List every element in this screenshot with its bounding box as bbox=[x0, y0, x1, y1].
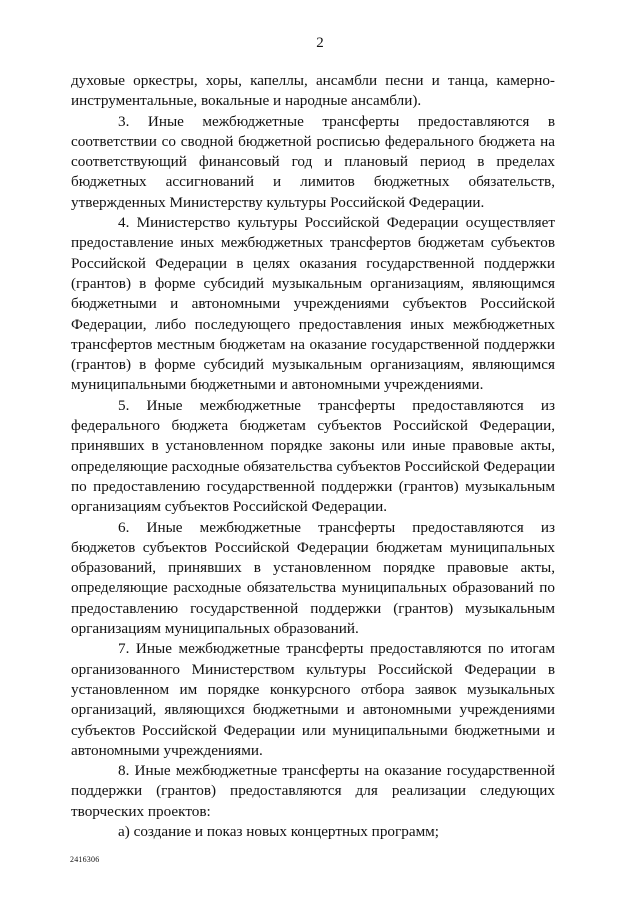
page-number: 2 bbox=[316, 35, 324, 51]
paragraph-3: 3. Иные межбюджетные трансферты предоставляются в соответствии со сводной бюджетной росписью федерального бюджета на соответствующий финансовый год и плановый период в пределах бюджетных ассигнований и лимитов бюджетных обязательств, утвержденных Министерству культуры Российской Федерации. bbox=[71, 112, 555, 211]
paragraph-4: 4. Министерство культуры Российской Федерации осуществляет предоставление иных межбюджетных трансфертов бюджетам субъектов Российской Федерации в целях оказания государственной поддержки (грантов) в форме субсидий музыкальным организациям, являющимся бюджетными и автономными учреждениями субъектов Российской Федерации, либо последующего предоставления иных межбюджетных трансфертов местным бюджетам на оказание государственной поддержки (грантов) в форме субсидий музыкальным организациям, являющимся муниципальными бюджетными и автономными учреждениями. bbox=[71, 214, 555, 394]
paragraph-7: 7. Иные межбюджетные трансферты предоставляются по итогам организованного Министерством культуры Российской Федерации в установленном им порядке конкурсного отбора заявок музыкальных организаций, являющихся бюджетными и автономными учреждениями субъектов Российской Федерации или муниципальными бюджетными и автономными учреждениями. bbox=[71, 640, 555, 759]
document-body bbox=[71, 71, 555, 842]
paragraph-6: 6. Иные межбюджетные трансферты предоставляются из бюджетов субъектов Российской Федерации бюджетам муниципальных образований, принявших в установленном порядке правовые акты, определяющие расходные обязательства муниципальных образований по предоставлению государственной поддержки (грантов) музыкальным организациям муниципальных образований. bbox=[71, 518, 555, 638]
document-code: 2416306 bbox=[70, 855, 100, 864]
paragraph-5: 5. Иные межбюджетные трансферты предоставляются из федерального бюджета бюджетам субъектов Российской Федерации, принявших в установленном порядке законы или иные правовые акты, определяющие расходные обязательства субъектов Российской Федерации по предоставлению государственной поддержки (грантов) музыкальным организациям субъектов Российской Федерации. bbox=[71, 396, 555, 516]
paragraph-8: 8. Иные межбюджетные трансферты на оказание государственной поддержки (грантов) предоставляются для реализации следующих творческих проектов: bbox=[71, 762, 555, 820]
paragraph-8a: а) создание и показ новых концертных программ; bbox=[118, 822, 440, 840]
paragraph-continuation: духовые оркестры, хоры, капеллы, ансамбли песни и танца, камерно-инструментальные, вокальные и народные ансамбли). bbox=[71, 72, 555, 110]
